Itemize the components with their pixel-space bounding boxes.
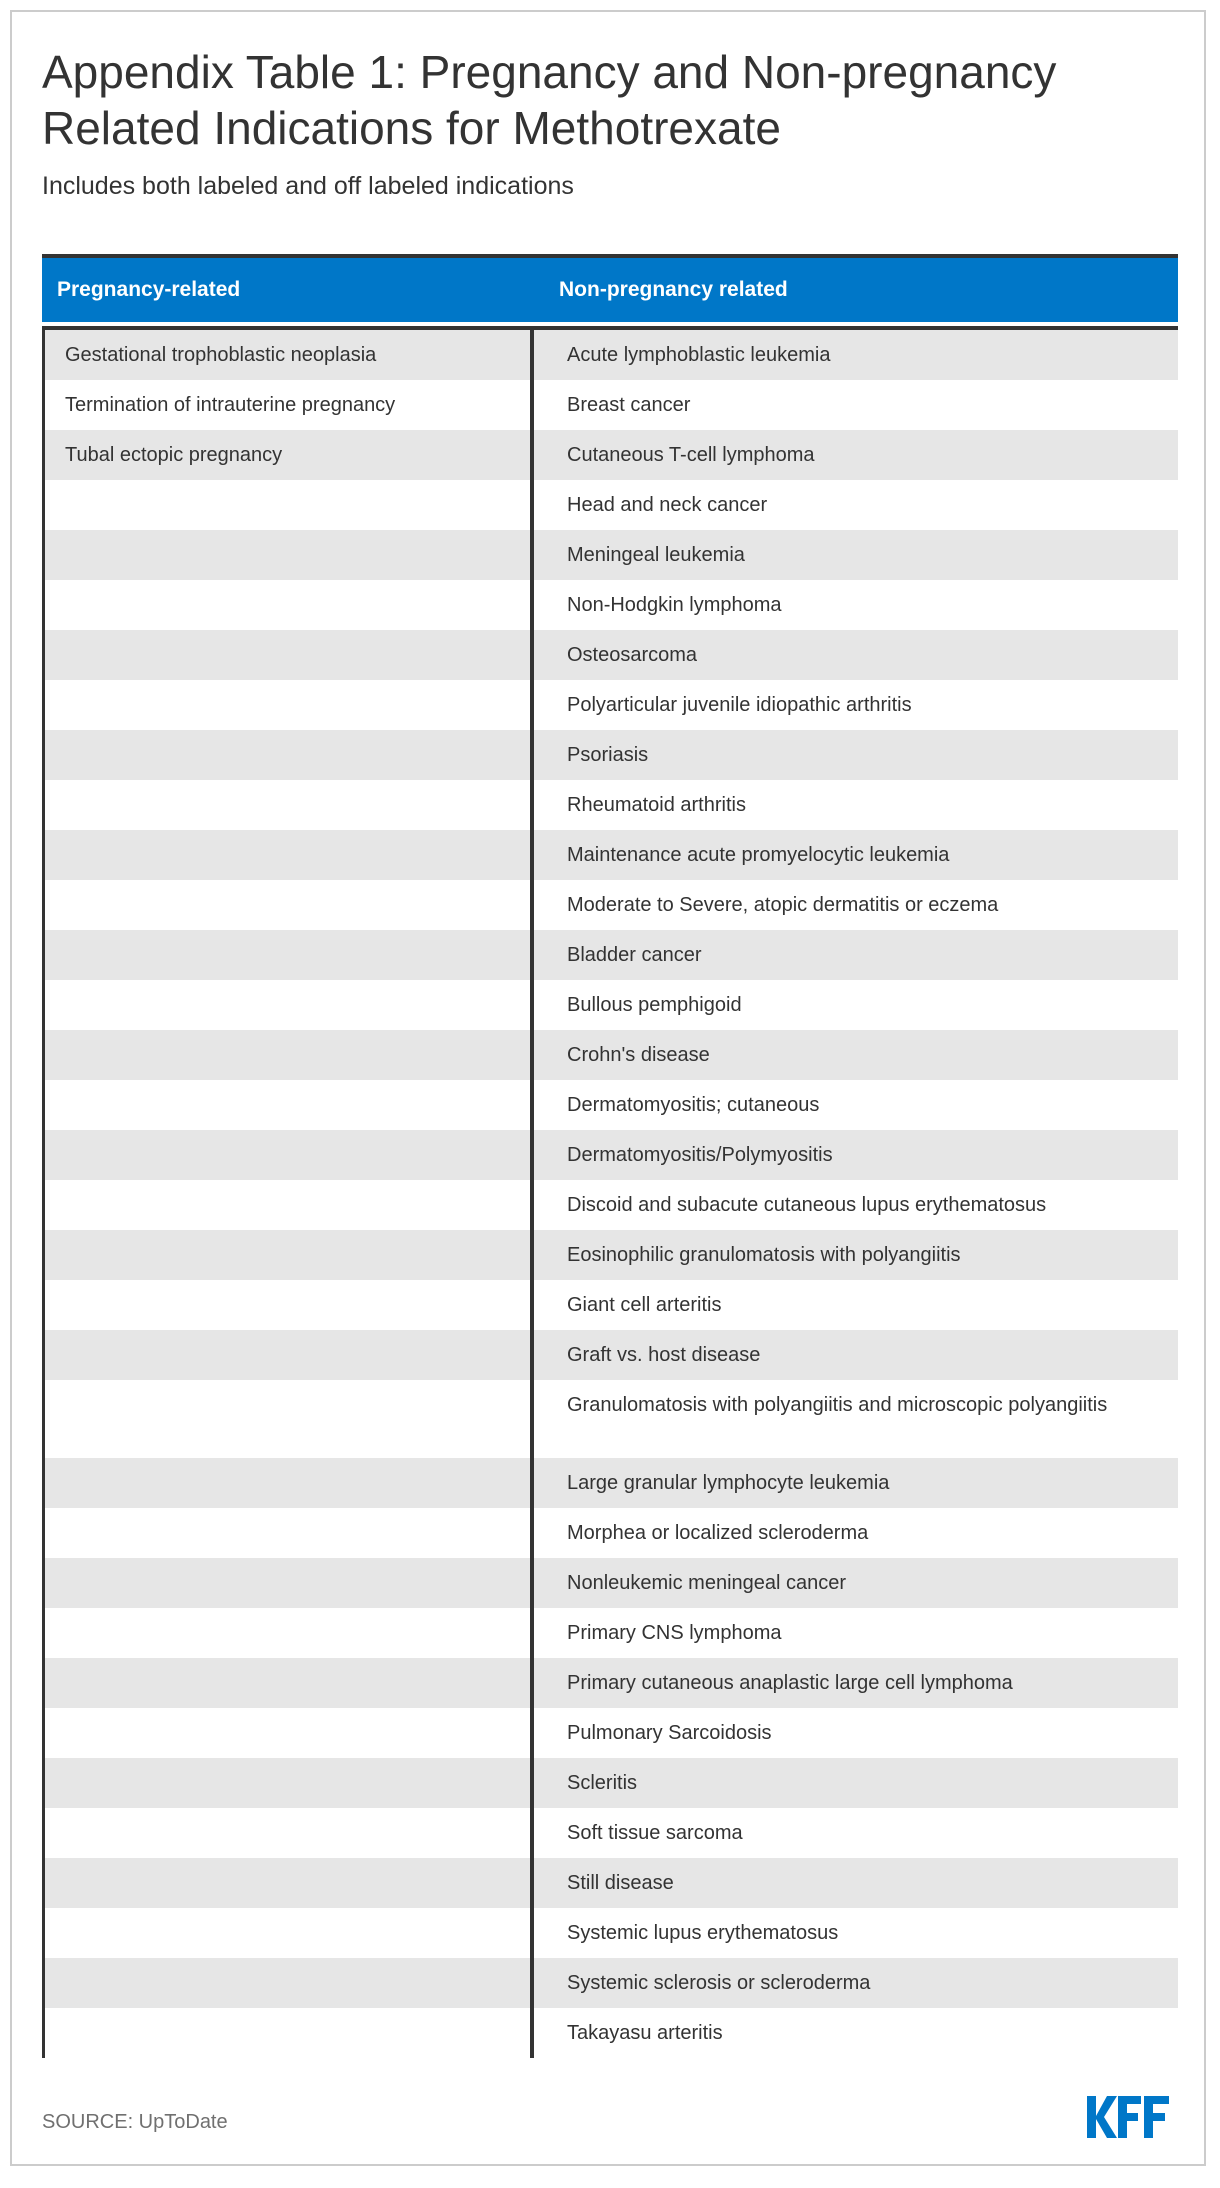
cell-non-pregnancy-related: Non-Hodgkin lymphoma [530,580,1178,630]
cell-non-pregnancy-related: Morphea or localized scleroderma [530,1508,1178,1558]
table-row [42,2008,1178,2058]
cell-non-pregnancy-related: Dermatomyositis/Polymyositis [530,1130,1178,1180]
cell-non-pregnancy-related: Polyarticular juvenile idiopathic arthritis [530,680,1178,730]
cell-pregnancy-related [42,1858,530,1908]
cell-pregnancy-related [42,1458,530,1508]
cell-non-pregnancy-related: Scleritis [530,1758,1178,1808]
table-row [42,1280,1178,1330]
table-row [42,1380,1178,1458]
cell-pregnancy-related [42,930,530,980]
cell-pregnancy-related [42,1330,530,1380]
table-row [42,880,1178,930]
table-row [42,1080,1178,1130]
table-row [42,630,1178,680]
table-row [42,1330,1178,1380]
table-row [42,330,1178,380]
cell-non-pregnancy-related: Primary CNS lymphoma [530,1608,1178,1658]
cell-non-pregnancy-related: Systemic lupus erythematosus [530,1908,1178,1958]
table-row [42,1230,1178,1280]
cell-non-pregnancy-related: Granulomatosis with polyangiitis and microscopic polyangiitis [530,1380,1178,1458]
table-row [42,1180,1178,1230]
cell-pregnancy-related [42,1030,530,1080]
cell-non-pregnancy-related: Soft tissue sarcoma [530,1808,1178,1858]
table-row [42,830,1178,880]
table-row [42,780,1178,830]
cell-non-pregnancy-related: Crohn's disease [530,1030,1178,1080]
table-row [42,1758,1178,1808]
cell-non-pregnancy-related: Rheumatoid arthritis [530,780,1178,830]
cell-non-pregnancy-related: Psoriasis [530,730,1178,780]
table-row [42,530,1178,580]
cell-non-pregnancy-related: Primary cutaneous anaplastic large cell lymphoma [530,1658,1178,1708]
table-row [42,1558,1178,1608]
table-row [42,1708,1178,1758]
cell-pregnancy-related: Tubal ectopic pregnancy [42,430,530,480]
cell-non-pregnancy-related: Graft vs. host disease [530,1330,1178,1380]
cell-non-pregnancy-related: Maintenance acute promyelocytic leukemia [530,830,1178,880]
table-row [42,480,1178,530]
cell-pregnancy-related [42,1558,530,1608]
cell-non-pregnancy-related: Nonleukemic meningeal cancer [530,1558,1178,1608]
cell-pregnancy-related [42,1230,530,1280]
cell-pregnancy-related [42,1758,530,1808]
cell-non-pregnancy-related: Moderate to Severe, atopic dermatitis or eczema [530,880,1178,930]
table-row [42,680,1178,730]
cell-non-pregnancy-related: Head and neck cancer [530,480,1178,530]
cell-pregnancy-related [42,1608,530,1658]
cell-pregnancy-related [42,1508,530,1558]
table-row [42,930,1178,980]
table-row [42,380,1178,430]
cell-pregnancy-related [42,630,530,680]
cell-pregnancy-related [42,980,530,1030]
table-row [42,980,1178,1030]
table-row [42,1658,1178,1708]
cell-non-pregnancy-related: Bullous pemphigoid [530,980,1178,1030]
cell-non-pregnancy-related: Eosinophilic granulomatosis with polyangiitis [530,1230,1178,1280]
table-row [42,1858,1178,1908]
cell-pregnancy-related [42,1908,530,1958]
table-row [42,430,1178,480]
cell-pregnancy-related [42,1658,530,1708]
cell-non-pregnancy-related: Systemic sclerosis or scleroderma [530,1958,1178,2008]
cell-non-pregnancy-related: Bladder cancer [530,930,1178,980]
cell-non-pregnancy-related: Pulmonary Sarcoidosis [530,1708,1178,1758]
cell-pregnancy-related [42,680,530,730]
indications-table [42,254,1178,2058]
table-row [42,730,1178,780]
table-row [42,1808,1178,1858]
cell-pregnancy-related [42,730,530,780]
cell-non-pregnancy-related: Takayasu arteritis [530,2008,1178,2058]
column-header-non-pregnancy: Non-pregnancy related [559,278,788,301]
cell-pregnancy-related [42,1808,530,1858]
table-header [42,258,1178,322]
kff-logo [1087,2096,1169,2138]
page-title: Appendix Table 1: Pregnancy and Non-pregnancy Related Indications for Methotrexate [42,46,1057,154]
table-row [42,1608,1178,1658]
cell-pregnancy-related [42,780,530,830]
table-row [42,1908,1178,1958]
table-row [42,1458,1178,1508]
cell-pregnancy-related [42,880,530,930]
cell-non-pregnancy-related: Still disease [530,1858,1178,1908]
cell-pregnancy-related [42,830,530,880]
table-row [42,1508,1178,1558]
cell-non-pregnancy-related: Breast cancer [530,380,1178,430]
cell-pregnancy-related [42,1080,530,1130]
cell-non-pregnancy-related: Cutaneous T-cell lymphoma [530,430,1178,480]
cell-pregnancy-related [42,1380,530,1458]
cell-non-pregnancy-related: Dermatomyositis; cutaneous [530,1080,1178,1130]
page-subtitle: Includes both labeled and off labeled indications [42,172,574,200]
cell-pregnancy-related [42,1130,530,1180]
cell-pregnancy-related [42,580,530,630]
cell-pregnancy-related [42,1280,530,1330]
cell-pregnancy-related [42,1180,530,1230]
table-row [42,1130,1178,1180]
cell-non-pregnancy-related: Meningeal leukemia [530,530,1178,580]
cell-pregnancy-related: Gestational trophoblastic neoplasia [42,330,530,380]
column-header-pregnancy: Pregnancy-related [57,278,241,301]
table-row [42,1958,1178,2008]
cell-pregnancy-related [42,1958,530,2008]
table-row [42,1030,1178,1080]
cell-pregnancy-related [42,480,530,530]
cell-pregnancy-related [42,1708,530,1758]
cell-non-pregnancy-related: Giant cell arteritis [530,1280,1178,1330]
cell-pregnancy-related: Termination of intrauterine pregnancy [42,380,530,430]
cell-non-pregnancy-related: Osteosarcoma [530,630,1178,680]
cell-pregnancy-related [42,2008,530,2058]
cell-pregnancy-related [42,530,530,580]
source-note: SOURCE: UpToDate [42,2111,228,2133]
cell-non-pregnancy-related: Large granular lymphocyte leukemia [530,1458,1178,1508]
table-body [42,330,1178,2058]
cell-non-pregnancy-related: Discoid and subacute cutaneous lupus erythematosus [530,1180,1178,1230]
table-row [42,580,1178,630]
cell-non-pregnancy-related: Acute lymphoblastic leukemia [530,330,1178,380]
